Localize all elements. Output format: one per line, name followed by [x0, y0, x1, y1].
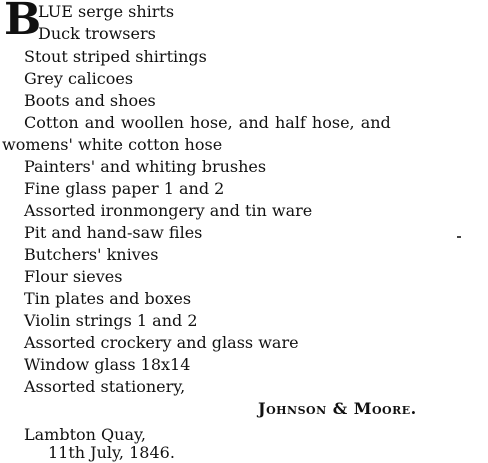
- item-line: Violin strings 1 and 2: [24, 311, 198, 330]
- item-line: Tin plates and boxes: [24, 289, 192, 308]
- item-line: Grey calicoes: [24, 69, 134, 88]
- item-line: Butchers' knives: [24, 245, 159, 264]
- place-line: Lambton Quay,: [24, 425, 146, 444]
- item-line: Assorted ironmongery and tin ware: [24, 201, 313, 220]
- advertiser-signature: Johnson & Moore.: [258, 399, 417, 418]
- item-line: Window glass 18x14: [24, 355, 191, 374]
- item-line: Assorted stationery,: [24, 377, 186, 396]
- item-line: Painters' and whiting brushes: [24, 157, 267, 176]
- item-line: Fine glass paper 1 and 2: [24, 179, 225, 198]
- item-line: Boots and shoes: [24, 91, 156, 110]
- item-line: LUE serge shirts: [38, 2, 175, 21]
- item-line: Cotton and woollen hose, and half hose, and: [24, 113, 391, 132]
- item-line: womens' white cotton hose: [2, 135, 223, 154]
- date-line: 11th July, 1846.: [48, 443, 175, 462]
- item-line: Pit and hand-saw files: [24, 223, 203, 242]
- print-speck: [457, 236, 461, 238]
- drop-cap: B: [4, 0, 42, 45]
- item-line: Assorted crockery and glass ware: [24, 333, 299, 352]
- item-line: Duck trowsers: [38, 24, 156, 43]
- item-line: Flour sieves: [24, 267, 123, 286]
- item-line: Stout striped shirtings: [24, 47, 207, 66]
